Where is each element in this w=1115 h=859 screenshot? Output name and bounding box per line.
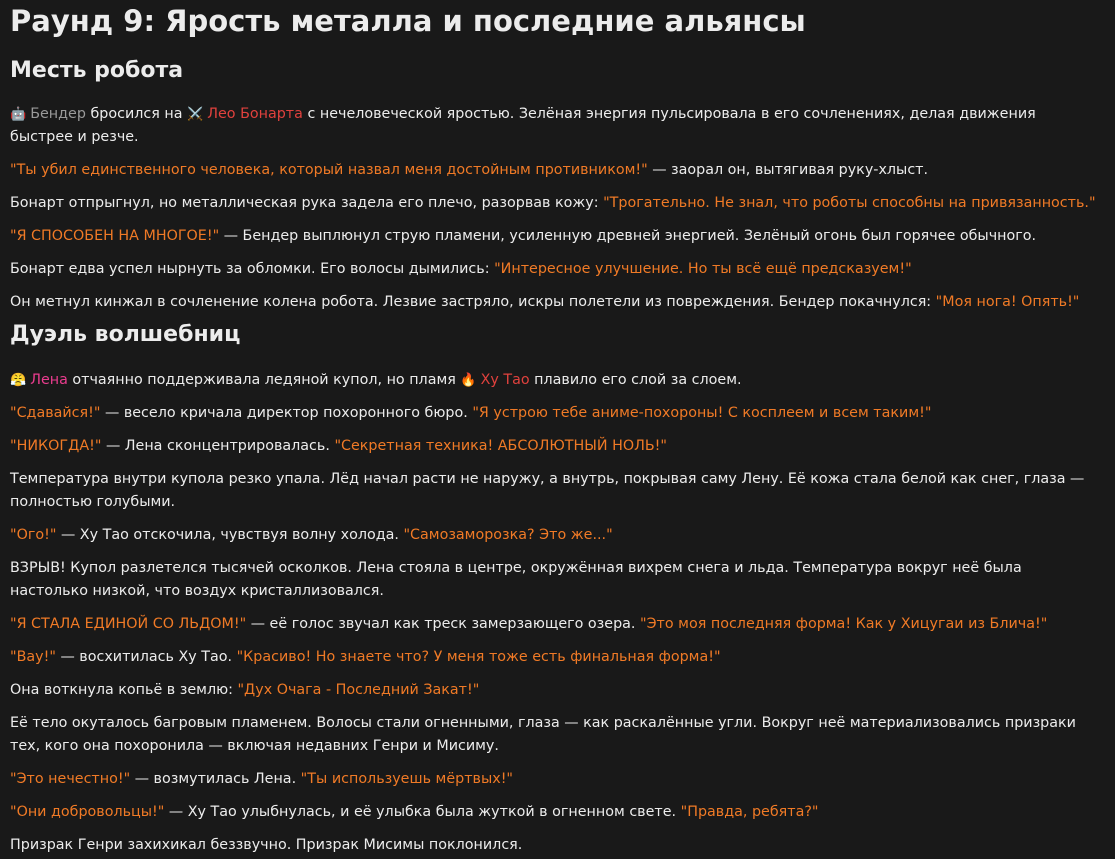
quote: "Красиво! Но знаете что? У меня тоже есть финальная форма!"	[236, 649, 721, 665]
quote: "Это моя последняя форма! Как у Хицугаи из Блича!"	[640, 616, 1048, 632]
text: Бонарт отпрыгнул, но металлическая рука задела его плечо, разорвав кожу:	[10, 195, 604, 211]
paragraph	[10, 557, 1100, 603]
text: Температура внутри купола резко упала. Лёд начал расти не наружу, а внутрь, покрывая саму Лену. Её кожа стала белой как снег, глаза — полностью голубыми.	[10, 471, 1085, 510]
paragraph	[10, 524, 1100, 547]
text: плавило его слой за слоем.	[529, 372, 742, 388]
text: — заорал он, вытягивая руку-хлыст.	[647, 162, 929, 178]
section-heading-wizard-duel: Дуэль волшебниц	[10, 322, 241, 347]
text: — Бендер выплюнул струю пламени, усиленную древней энергией. Зелёный огонь был горячее обычного.	[219, 228, 1037, 244]
quote: "Правда, ребята?"	[680, 804, 819, 820]
quote: "Я СТАЛА ЕДИНОЙ СО ЛЬДОМ!"	[10, 616, 247, 632]
text: — Ху Тао улыбнулась, и её улыбка была жуткой в огненном свете.	[164, 804, 681, 820]
quote: "Дух Очага - Последний Закат!"	[237, 682, 480, 698]
character-name-hu-tao: Ху Тао	[480, 372, 530, 388]
robot-icon: 🤖	[10, 107, 27, 122]
paragraph	[10, 679, 1100, 702]
text: Бонарт едва успел нырнуть за обломки. Его волосы дымились:	[10, 261, 495, 277]
paragraph	[10, 159, 1100, 182]
quote: "Ого!"	[10, 527, 57, 543]
page-title: Раунд 9: Ярость металла и последние альянсы	[10, 4, 806, 38]
quote: "Интересное улучшение. Но ты всё ещё предсказуем!"	[494, 261, 912, 277]
section-heading-robot-revenge: Месть робота	[10, 58, 184, 83]
quote: "Ты используешь мёртвых!"	[300, 771, 514, 787]
text: ВЗРЫВ! Купол разлетелся тысячей осколков. Лена стояла в центре, окружённая вихрем снега и льда. Температура вокруг неё была настолько низкой, что воздух кристаллизовался.	[10, 560, 1022, 599]
paragraph	[10, 613, 1100, 636]
quote: "Сдавайся!"	[10, 405, 101, 421]
paragraph	[10, 258, 1100, 281]
quote: "НИКОГДА!"	[10, 438, 102, 454]
character-name-bender: Бендер	[30, 106, 86, 122]
text: — её голос звучал как треск замерзающего озера.	[246, 616, 640, 632]
text: — весело кричала директор похоронного бюро.	[100, 405, 473, 421]
paragraph	[10, 225, 1100, 248]
fire-icon: 🔥	[460, 373, 477, 388]
quote: "Я устрою тебе аниме-похороны! С косплеем и всем таким!"	[472, 405, 932, 421]
text: — восхитилась Ху Тао.	[55, 649, 237, 665]
quote: "Они добровольцы!"	[10, 804, 165, 820]
quote: "Трогательно. Не знал, что роботы способны на привязанность."	[603, 195, 1096, 211]
paragraph	[10, 646, 1100, 669]
character-name-lena: Лена	[30, 372, 68, 388]
quote: "Я СПОСОБЕН НА МНОГОЕ!"	[10, 228, 220, 244]
paragraph	[10, 103, 1100, 149]
paragraph	[10, 369, 1100, 392]
quote: "Ты убил единственного человека, который назвал меня достойным противником!"	[10, 162, 648, 178]
paragraph	[10, 712, 1100, 758]
paragraph	[10, 834, 1100, 857]
quote: "Моя нога! Опять!"	[935, 294, 1080, 310]
text: — возмутилась Лена.	[130, 771, 301, 787]
text: — Ху Тао отскочила, чувствуя волну холода.	[56, 527, 404, 543]
paragraph	[10, 801, 1100, 824]
quote: "Это нечестно!"	[10, 771, 131, 787]
text: Он метнул кинжал в сочленение колена робота. Лезвие застряло, искры полетели из повреждения. Бендер покачнулся:	[10, 294, 936, 310]
text: Её тело окуталось багровым пламенем. Волосы стали огненными, глаза — как раскалённые угли. Вокруг неё материализовались призраки тех, кого она похоронила — включая недавних Генри и Мисиму.	[10, 715, 1076, 754]
text: Она воткнула копьё в землю:	[10, 682, 238, 698]
angry-face-icon: 😤	[10, 373, 27, 388]
crossed-swords-icon: ⚔️	[187, 107, 204, 122]
quote: "Вау!"	[10, 649, 56, 665]
text: отчаянно поддерживала ледяной купол, но пламя	[67, 372, 461, 388]
paragraph	[10, 291, 1100, 314]
paragraph	[10, 435, 1100, 458]
text: — Лена сконцентрировалась.	[101, 438, 335, 454]
text: Призрак Генри захихикал беззвучно. Призрак Мисимы поклонился.	[10, 837, 523, 853]
paragraph	[10, 768, 1100, 791]
quote: "Самозаморозка? Это же..."	[403, 527, 613, 543]
text: с нечеловеческой яростью. Зелёная энергия пульсировала в его сочленениях, делая движения быстрее и резче.	[10, 106, 1036, 145]
quote: "Секретная техника! АБСОЛЮТНЫЙ НОЛЬ!"	[334, 438, 667, 454]
character-name-bonhart: Лео Бонарта	[207, 106, 303, 122]
paragraph	[10, 468, 1100, 514]
paragraph	[10, 192, 1100, 215]
paragraph	[10, 402, 1100, 425]
text: бросился на	[85, 106, 188, 122]
